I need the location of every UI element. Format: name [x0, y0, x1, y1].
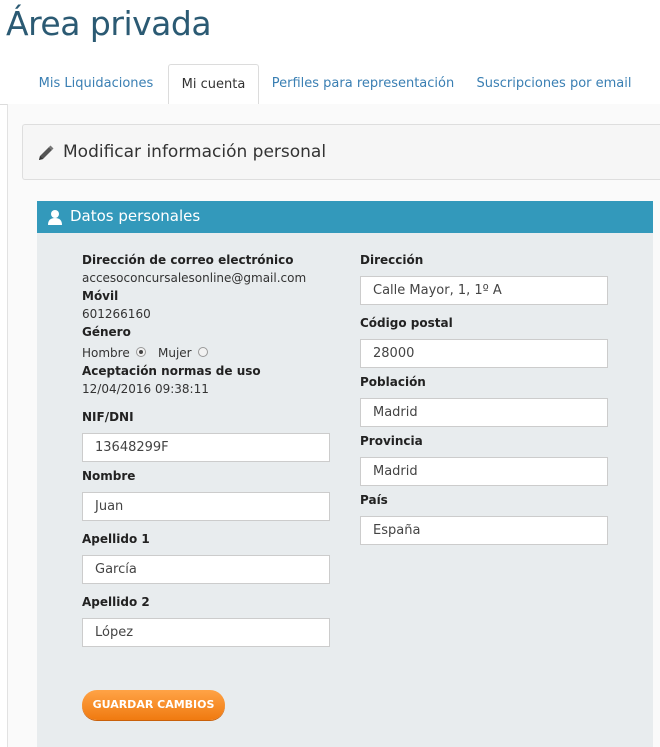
- user-icon: [47, 209, 63, 229]
- section-header: [37, 201, 653, 233]
- country-label: País: [360, 493, 388, 507]
- gender-option-hombre-label: Hombre: [82, 346, 130, 360]
- email-label: Dirección de correo electrónico: [82, 253, 294, 267]
- save-button[interactable]: GUARDAR CAMBIOS: [82, 690, 225, 720]
- surname1-label: Apellido 1: [82, 532, 150, 546]
- gender-option-mujer-label: Mujer: [158, 346, 192, 360]
- address-input[interactable]: Calle Mayor, 1, 1º A: [360, 276, 608, 305]
- tab-suscripciones[interactable]: Suscripciones por email: [476, 76, 632, 91]
- gender-radio-hombre[interactable]: [136, 347, 146, 357]
- surname1-input[interactable]: García: [82, 555, 330, 584]
- address-label: Dirección: [360, 253, 424, 267]
- nif-input[interactable]: 13648299F: [82, 433, 330, 462]
- zip-label: Código postal: [360, 316, 453, 330]
- city-input[interactable]: Madrid: [360, 398, 608, 427]
- tab-perfiles[interactable]: Perfiles para representación: [271, 76, 455, 91]
- province-label: Provincia: [360, 434, 423, 448]
- panel-header: [22, 124, 660, 180]
- surname2-label: Apellido 2: [82, 595, 150, 609]
- terms-label: Aceptación normas de uso: [82, 364, 261, 378]
- city-label: Población: [360, 375, 426, 389]
- tab-bar: [0, 64, 660, 105]
- email-value: accesoconcursalesonline@gmail.com: [82, 271, 307, 285]
- nif-label: NIF/DNI: [82, 410, 134, 424]
- name-input[interactable]: Juan: [82, 492, 330, 521]
- mobile-value: 601266160: [82, 307, 151, 321]
- zip-input[interactable]: 28000: [360, 339, 608, 368]
- surname2-input[interactable]: López: [82, 618, 330, 647]
- section-title: Datos personales: [70, 207, 201, 225]
- panel-title: Modificar información personal: [63, 142, 327, 162]
- mobile-label: Móvil: [82, 289, 119, 303]
- tab-mis-liquidaciones[interactable]: Mis Liquidaciones: [38, 76, 154, 91]
- name-label: Nombre: [82, 469, 136, 483]
- tab-mi-cuenta[interactable]: Mi cuenta: [168, 64, 259, 105]
- province-input[interactable]: Madrid: [360, 457, 608, 486]
- page-title: Área privada: [6, 4, 212, 43]
- gender-radio-mujer[interactable]: [198, 347, 208, 357]
- pencil-icon: [37, 144, 55, 166]
- terms-value: 12/04/2016 09:38:11: [82, 382, 209, 396]
- gender-label: Género: [82, 325, 131, 339]
- country-input[interactable]: España: [360, 516, 608, 545]
